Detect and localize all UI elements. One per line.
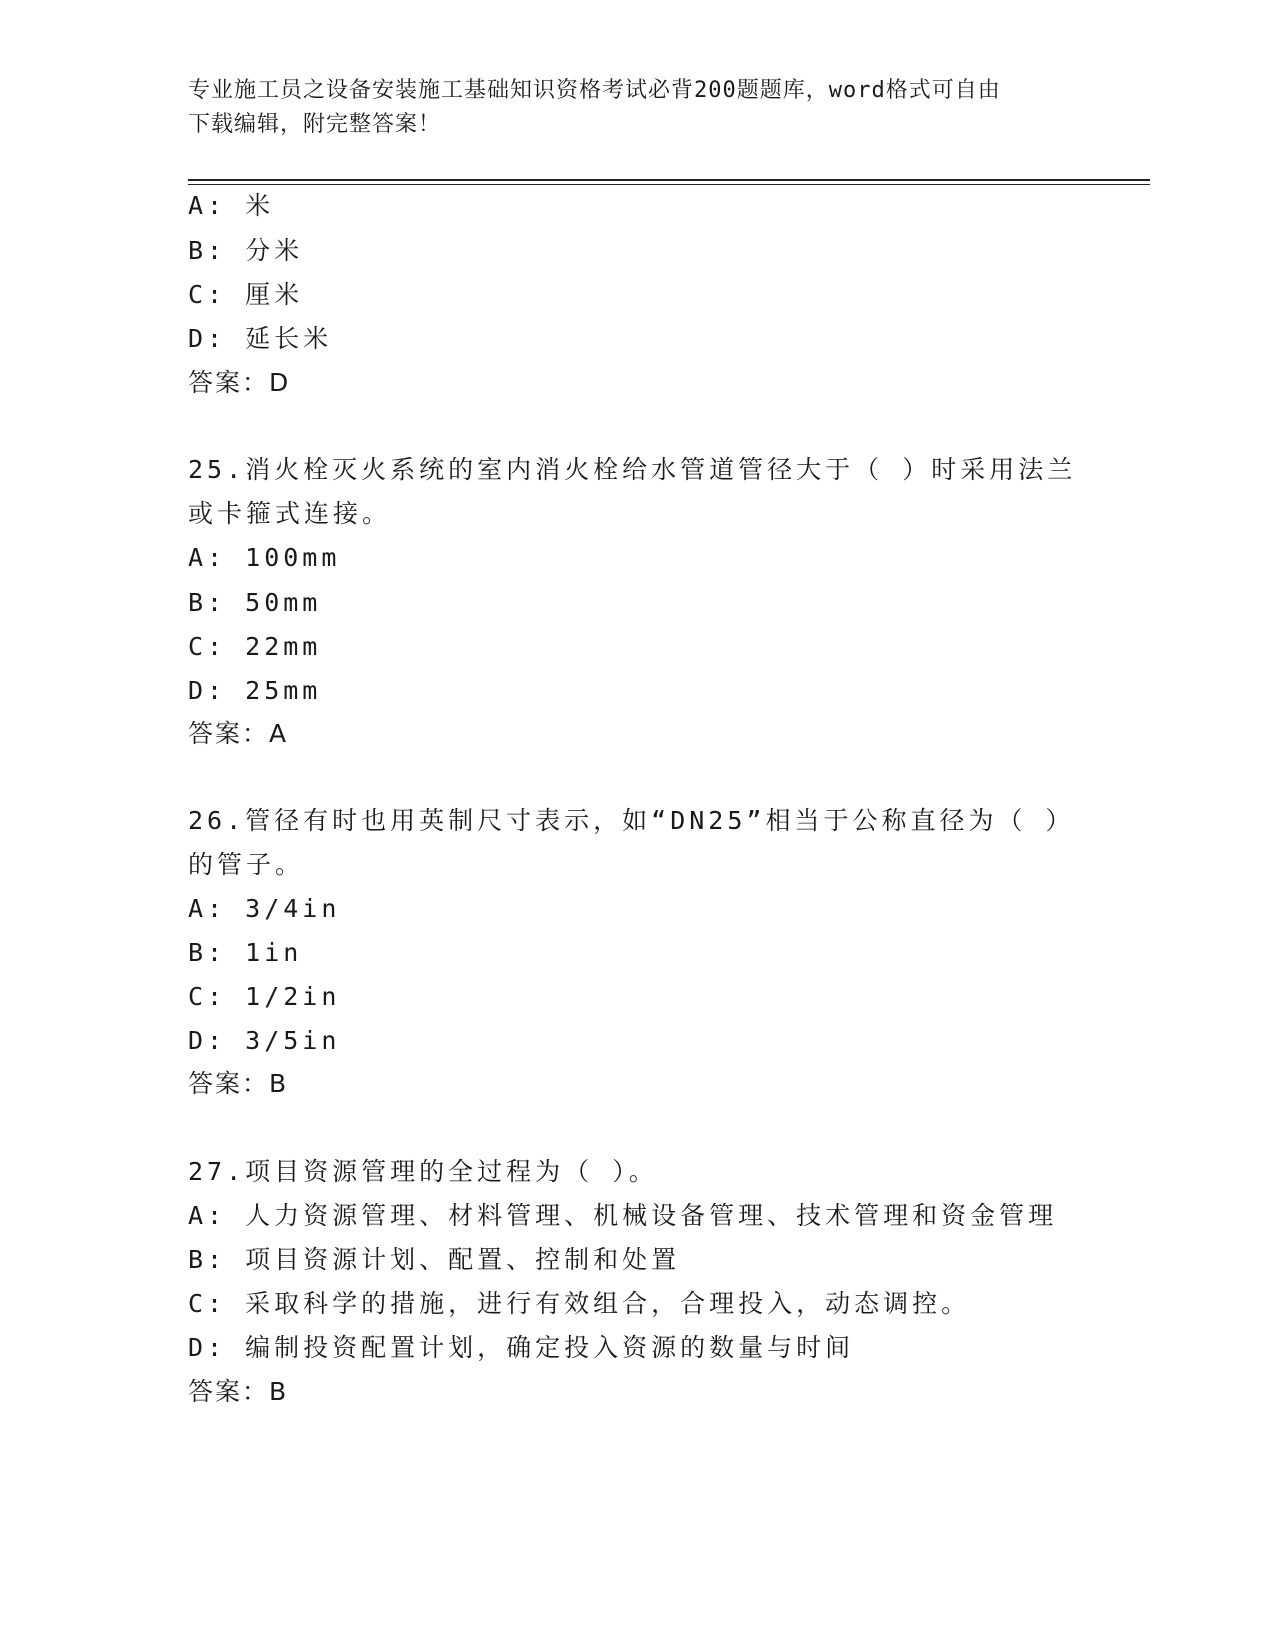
header-divider bbox=[188, 179, 1150, 185]
question-stem-line-1: 27.项目资源管理的全过程为（ ）。 bbox=[188, 1157, 658, 1186]
answer: 答案：B bbox=[188, 1377, 289, 1406]
document-header bbox=[188, 74, 1068, 142]
option-d: D: 3/5in bbox=[188, 1026, 341, 1055]
answer: 答案：B bbox=[188, 1069, 289, 1098]
option-d: D: 编制投资配置计划，确定投入资源的数量与时间 bbox=[188, 1333, 855, 1362]
header-line-2: 下载编辑，附完整答案！ bbox=[188, 112, 442, 137]
question-stem-line-2: 或卡箍式连接。 bbox=[188, 499, 392, 528]
question-stem-line-1: 26.管径有时也用英制尺寸表示，如“DN25”相当于公称直径为（ ） bbox=[188, 806, 1075, 835]
option-a: A: 米 bbox=[188, 191, 275, 220]
option-b: B: 50mm bbox=[188, 588, 322, 617]
option-d: D: 25mm bbox=[188, 676, 322, 705]
option-c: C: 22mm bbox=[188, 632, 322, 661]
option-c: C: 采取科学的措施，进行有效组合，合理投入，动态调控。 bbox=[188, 1289, 971, 1318]
option-a: A: 100mm bbox=[188, 543, 341, 572]
answer: 答案：D bbox=[188, 368, 291, 397]
answer: 答案：A bbox=[188, 719, 289, 748]
option-a: A: 人力资源管理、材料管理、机械设备管理、技术管理和资金管理 bbox=[188, 1201, 1058, 1230]
option-b: B: 分米 bbox=[188, 236, 304, 265]
option-b: B: 项目资源计划、配置、控制和处置 bbox=[188, 1245, 681, 1274]
option-c: C: 1/2in bbox=[188, 982, 341, 1011]
option-a: A: 3/4in bbox=[188, 894, 341, 923]
question-stem-line-2: 的管子。 bbox=[188, 850, 305, 879]
option-c: C: 厘米 bbox=[188, 280, 304, 309]
option-b: B: 1in bbox=[188, 938, 303, 967]
header-line-1: 专业施工员之设备安装施工基础知识资格考试必背200题题库，word格式可自由 bbox=[188, 78, 1001, 103]
question-stem-line-1: 25.消火栓灭火系统的室内消火栓给水管道管径大于（ ）时采用法兰 bbox=[188, 455, 1077, 484]
option-d: D: 延长米 bbox=[188, 324, 333, 353]
